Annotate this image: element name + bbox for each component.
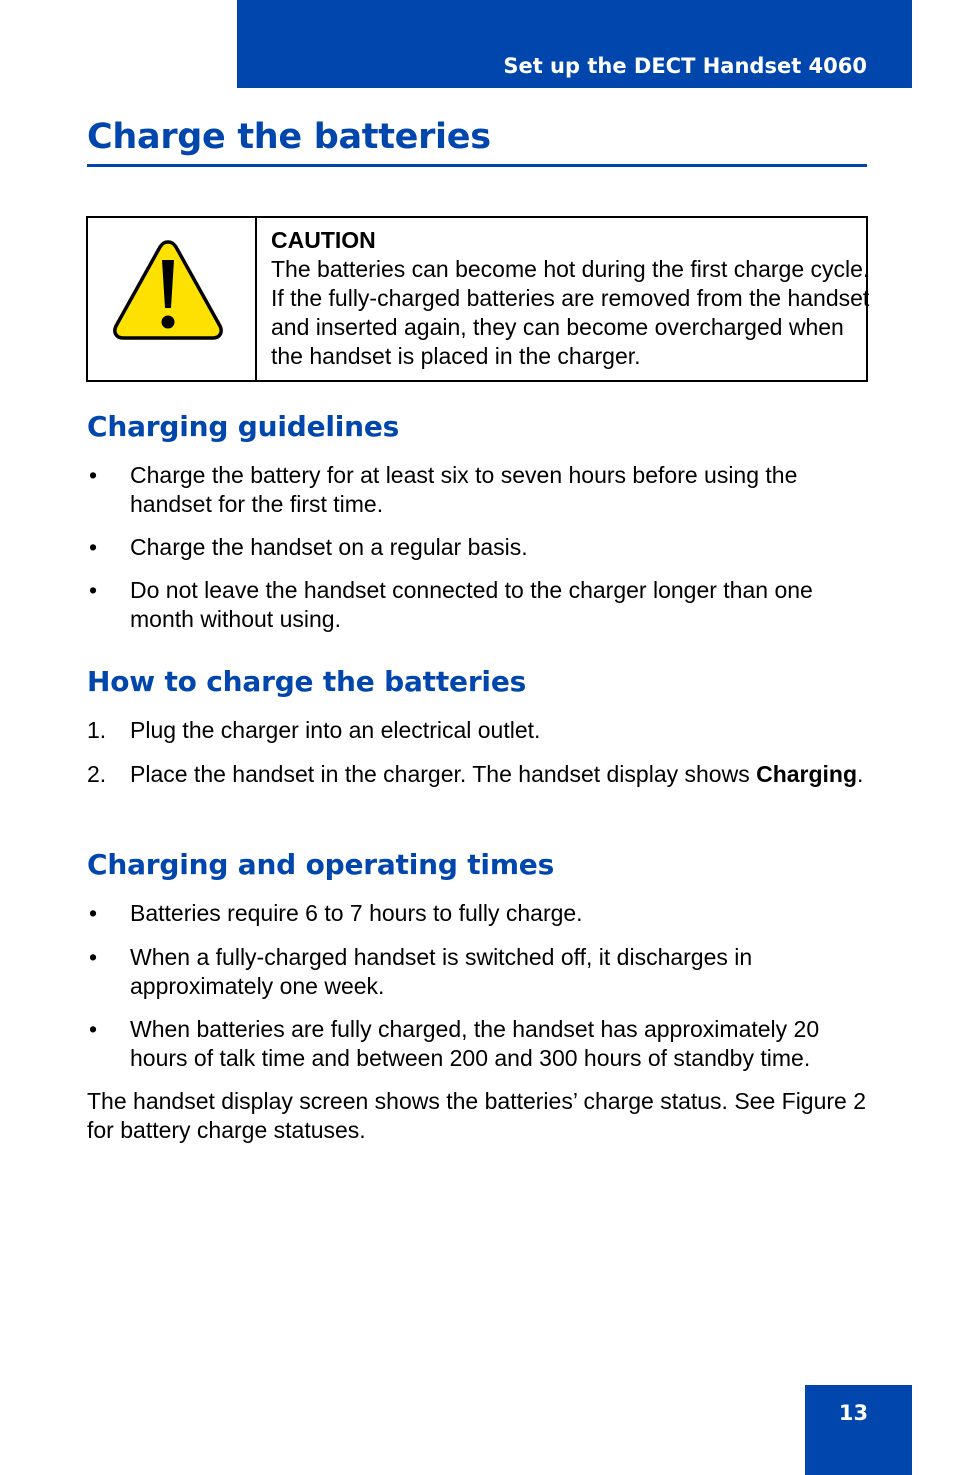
caution-icon-cell: [88, 218, 257, 380]
list-item-text: When a fully-charged handset is switched off, it discharges in approximately one week.: [130, 944, 753, 999]
page-number-box: [805, 1385, 912, 1475]
warning-triangle-icon: [112, 238, 224, 342]
list-item-text: When batteries are fully charged, the handset has approximately 20 hours of talk time and between 200 and 300 hours of standby time.: [130, 1016, 820, 1071]
bullet-marker: •: [89, 534, 98, 560]
list-item: [87, 533, 867, 562]
list-item: [87, 943, 867, 1001]
title-rule: [87, 164, 867, 167]
header-band: [237, 0, 912, 88]
caution-label: CAUTION: [271, 227, 376, 253]
caution-box: [86, 216, 868, 382]
page-number: 13: [838, 1401, 869, 1425]
closing-paragraph: The handset display screen shows the batteries’ charge status. See Figure 2 for battery charge statuses.: [87, 1088, 867, 1143]
bullet-marker: •: [89, 900, 98, 926]
list-item-text: Batteries require 6 to 7 hours to fully charge.: [130, 900, 583, 926]
section-heading-charging-guidelines: Charging guidelines: [87, 410, 400, 443]
page-title: Charge the batteries: [87, 117, 491, 157]
list-item-text: Charge the handset on a regular basis.: [130, 534, 528, 560]
list-item-text: Charge the battery for at least six to seven hours before using the handset for the first time.: [130, 462, 798, 517]
list-item: [87, 1015, 867, 1073]
section-heading-how-to-charge: How to charge the batteries: [87, 665, 527, 698]
display-term-charging: Charging: [756, 761, 858, 787]
bullet-marker: •: [89, 462, 98, 488]
step-number: 1.: [87, 717, 107, 743]
list-item: [87, 576, 867, 634]
running-header-title: Set up the DECT Handset 4060: [503, 54, 867, 78]
step-text: [130, 760, 867, 789]
section-heading-charging-times: Charging and operating times: [87, 848, 555, 881]
step-text-lead: Place the handset in the charger. The handset display shows: [130, 761, 757, 787]
list-item: [87, 899, 867, 928]
step-text-tail: .: [857, 761, 864, 787]
bullet-marker: •: [89, 1016, 98, 1042]
step-item: [87, 760, 867, 789]
list-item-text: Do not leave the handset connected to the charger longer than one month without using.: [130, 577, 813, 632]
bullet-marker: •: [89, 944, 98, 970]
caution-text: The batteries can become hot during the first charge cycle. If the fully-charged batteries are removed from the handset and inserted again, they can become overcharged when the handset is placed in the charger.: [271, 256, 870, 369]
bullet-marker: •: [89, 577, 98, 603]
step-number: 2.: [87, 761, 107, 787]
list-item: [87, 461, 867, 519]
step-text: Plug the charger into an electrical outlet.: [130, 717, 541, 743]
caution-text-cell: [271, 226, 871, 371]
step-item: [87, 716, 867, 745]
